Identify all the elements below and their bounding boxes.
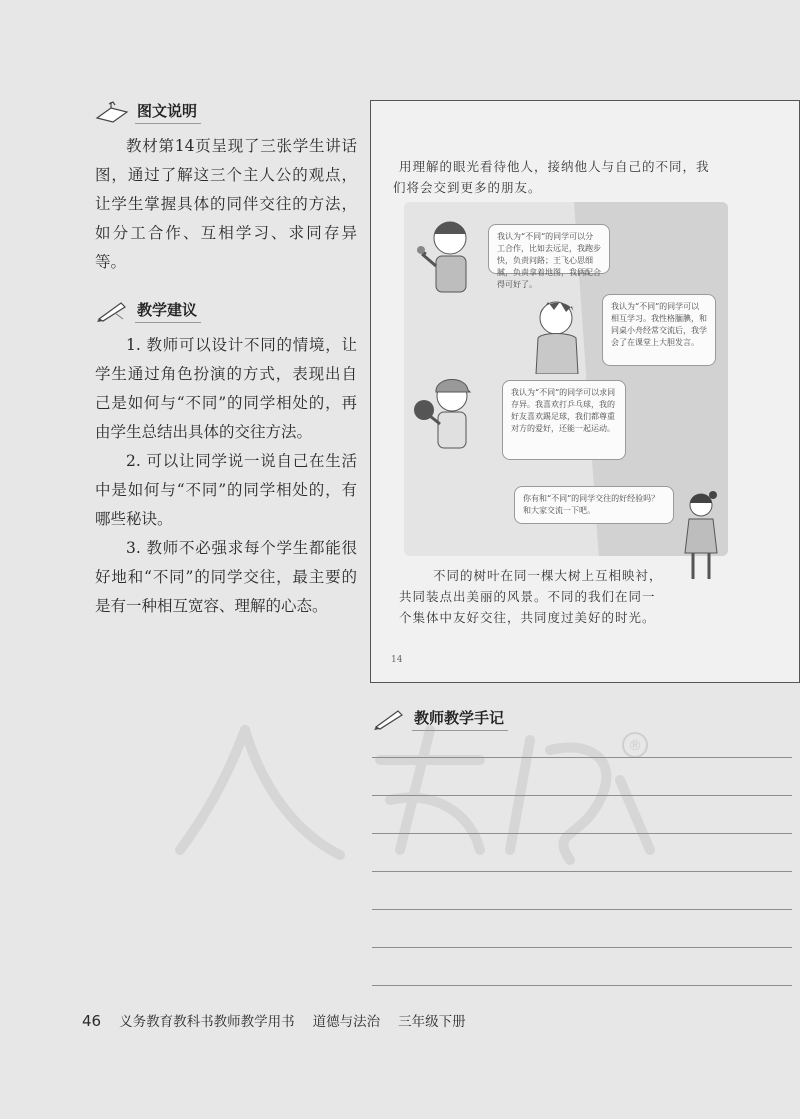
registered-mark: ® <box>628 738 642 754</box>
illustration-description: 教材第14页呈现了三张学生讲话图，通过了解这三个主人公的观点，让学生掌握具体的同伴交往的方法，如分工合作、互相学习、求同存异等。 <box>95 137 357 271</box>
book-intro-line2: 们将会交到更多的朋友。 <box>393 180 542 195</box>
pen-icon <box>95 299 129 323</box>
footer-subject: 道德与法治 <box>312 1014 381 1030</box>
suggestion-item-1: 1. 教师可以设计不同的情境，让学生通过角色扮演的方式，表现出自己是如何与“不同”的同学相处的，再由学生总结出具体的交往方法。 <box>95 336 357 441</box>
book-outro-line3: 个集体中友好交往，共同度过美好的时光。 <box>399 610 656 625</box>
speech-bubble-learning: 我认为“不同”的同学可以相互学习。我性格腼腆，和同桌小舟经常交流后，我学会了在课堂上大胆发言。 <box>602 294 716 366</box>
boy-learning-figure <box>522 294 592 374</box>
footer-grade: 三年级下册 <box>398 1014 466 1030</box>
footer-series: 义务教育教科书教师教学用书 <box>119 1014 295 1030</box>
speech-bubble-question: 你有和“不同”的同学交往的好经验吗？和大家交流一下吧。 <box>514 486 674 524</box>
book-outro-line2: 共同装点出美丽的风景。不同的我们在同一 <box>399 589 656 604</box>
notes-title: 教师教学手记 <box>412 707 508 731</box>
book-page-number: 14 <box>391 655 403 665</box>
book-outro-line1: 不同的树叶在同一棵大树上互相映衬， <box>433 568 663 583</box>
page-footer <box>82 1010 466 1030</box>
note-line <box>372 985 792 986</box>
girl-figure <box>677 489 725 587</box>
section-title-illustration: 图文说明 <box>135 100 201 124</box>
textbook-page-thumbnail <box>370 100 800 683</box>
section-header-illustration <box>95 100 357 124</box>
page-number: 46 <box>82 1012 102 1030</box>
pen-icon <box>372 707 406 731</box>
speech-bubble-cooperation: 我认为“不同”的同学可以分工合作，比如去远足，我跑步快，负责问路；王飞心思细腻，负责拿着地图，我俩配合得可好了。 <box>488 224 610 274</box>
book-icon <box>95 100 129 124</box>
note-line <box>372 795 792 796</box>
note-line <box>372 757 792 758</box>
boy-cooperation-figure <box>412 216 482 296</box>
note-line <box>372 909 792 910</box>
left-column <box>95 100 357 621</box>
note-line <box>372 947 792 948</box>
speech-bubble-tolerance: 我认为“不同”的同学可以求同存异。我喜欢打乒乓球，我的好友喜欢踢足球，我们都尊重对方的爱好，还能一起运动。 <box>502 380 626 460</box>
boy-ping-pong-figure <box>410 370 484 456</box>
book-intro-line1: 用理解的眼光看待他人，接纳他人与自己的不同，我 <box>399 159 710 174</box>
suggestion-item-3: 3. 教师不必强求每个学生都能很好地和“不同”的同学交往，最主要的是有一种相互宽容、理解的心态。 <box>95 539 357 615</box>
note-line <box>372 833 792 834</box>
note-line <box>372 871 792 872</box>
notes-header <box>372 707 508 731</box>
section-header-suggestions <box>95 299 357 323</box>
suggestion-item-2: 2. 可以让同学说一说自己在生活中是如何与“不同”的同学相处的，有哪些秘诀。 <box>95 452 357 528</box>
section-title-suggestions: 教学建议 <box>135 299 201 323</box>
